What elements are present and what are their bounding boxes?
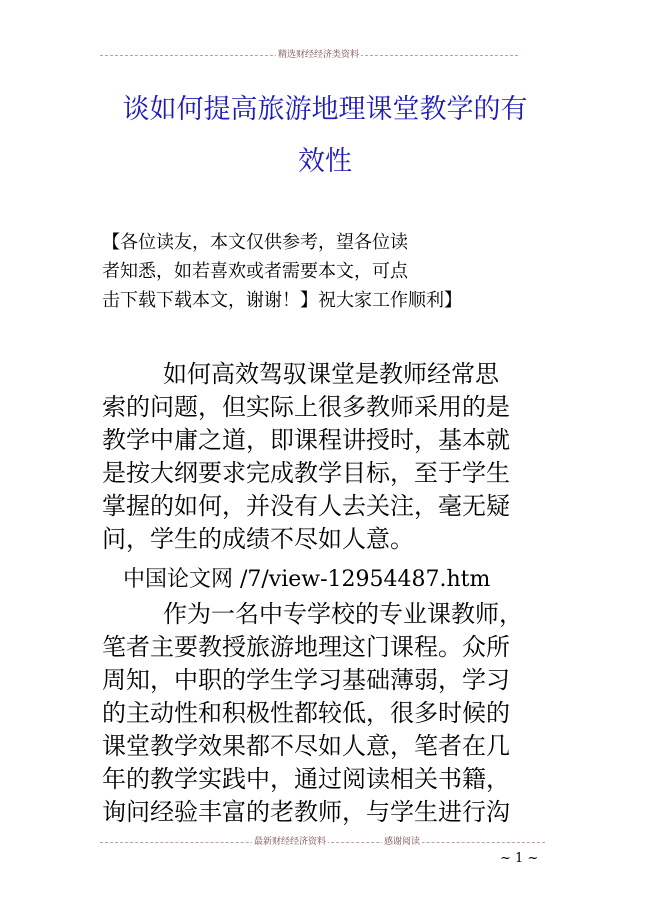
notice-line-3: 击下载下载本文，谢谢！】祝大家工作顺利】 (102, 290, 462, 311)
notice-line-2: 者知悉，如若喜欢或者需要本文，可点 (102, 261, 408, 282)
footer-label-left: 最新财经经济资料 (254, 837, 327, 847)
body-line-url: 中国论文网 /7/view-12954487.htm (102, 567, 491, 592)
page-number: ~ 1 ~ (500, 851, 539, 866)
header-label: 精选财经经济类资料 (278, 50, 360, 60)
body-line: 询问经验丰富的老教师，与学生进行沟 (102, 798, 510, 826)
document-title-line-1: 谈如何提高旅游地理课堂教学的有 (122, 94, 528, 125)
body-line: 作为一名中专学校的专业课教师， (102, 600, 524, 628)
body-line: 教学中庸之道，即课程讲授时，基本就 (102, 426, 510, 454)
body-line: 的主动性和积极性都较低，很多时候的 (102, 699, 510, 727)
body-line: 课堂教学效果都不尽如人意，笔者在几 (102, 732, 510, 760)
notice-line-1: 【各位读友，本文仅供参考，望各位读 (102, 232, 408, 253)
body-line: 如何高效驾驭课堂是教师经常思 (102, 360, 500, 388)
body-line: 笔者主要教授旅游地理这门课程。众所 (102, 633, 510, 661)
body-line: 是按大纲要求完成教学目标，至于学生 (102, 459, 510, 487)
body-line: 索的问题，但实际上很多教师采用的是 (102, 393, 510, 421)
document-title-line-2: 效性 (298, 146, 352, 177)
body-line: 周知，中职的学生学习基础薄弱，学习 (102, 666, 510, 694)
footer-label-right: 感谢阅读 (384, 837, 421, 847)
body-line: 掌握的如何，并没有人去关注，毫无疑 (102, 492, 510, 520)
body-line: 问，学生的成绩不尽如人意。 (102, 525, 414, 553)
body-line: 年的教学实践中，通过阅读相关书籍， (102, 765, 510, 793)
